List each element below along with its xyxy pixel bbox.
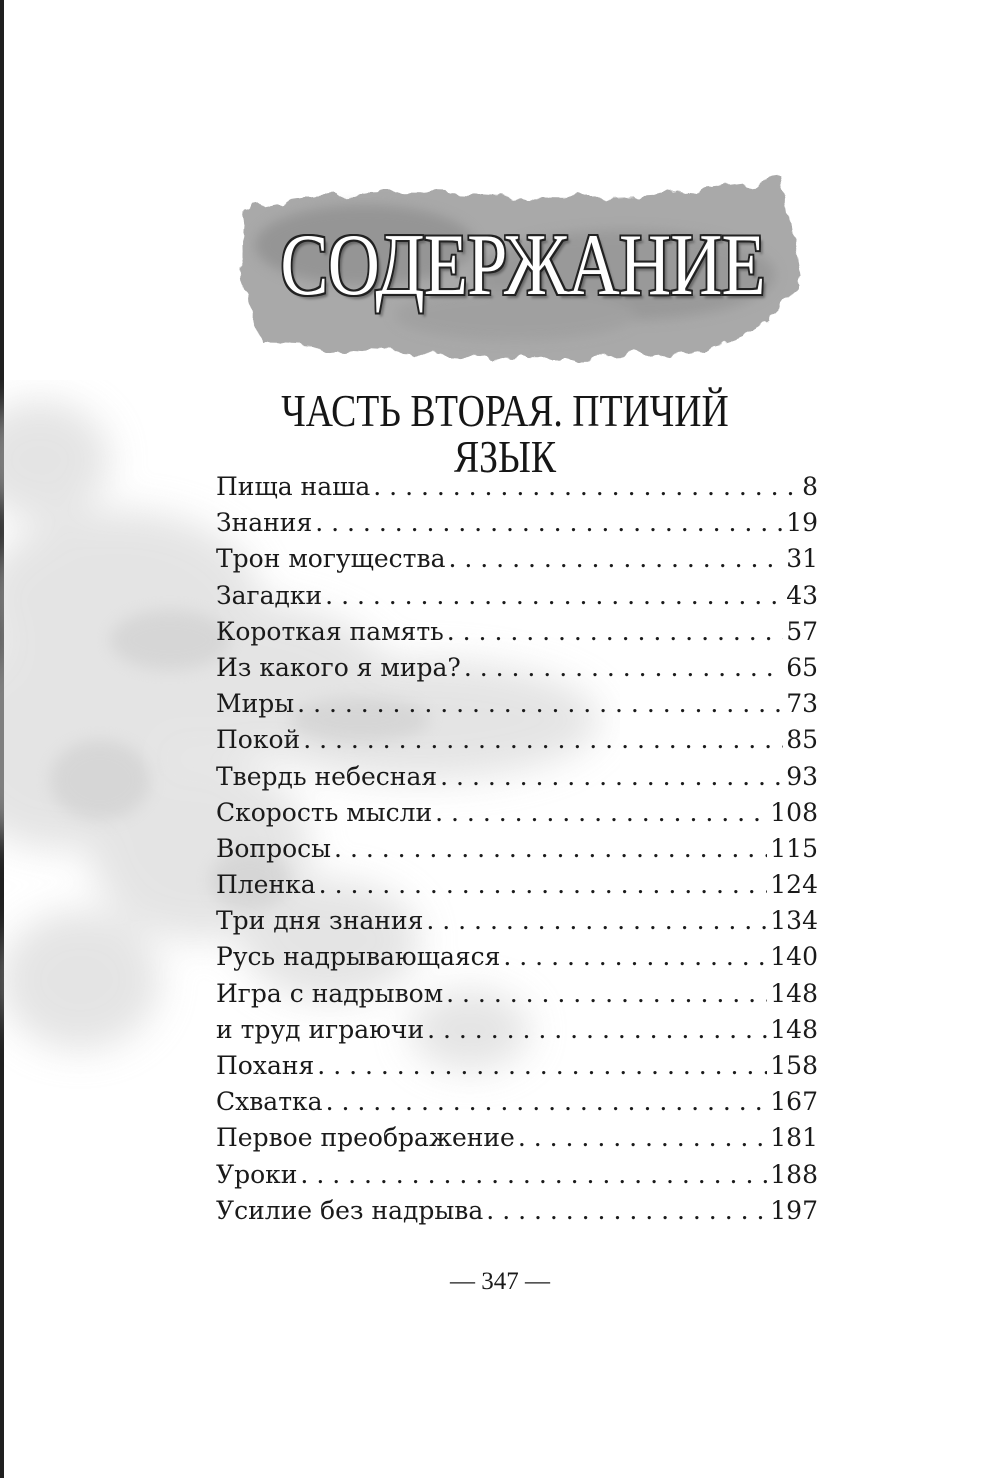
toc-entry-title: Покой: [216, 725, 301, 755]
toc-leader-dots: [486, 1196, 767, 1225]
toc-entry[interactable]: [216, 762, 818, 798]
toc-entry-title: Скорость мысли: [216, 797, 433, 827]
toc-entry-page: 148: [770, 1014, 818, 1044]
toc-entry[interactable]: [216, 906, 818, 942]
toc-leader-dots: [446, 979, 767, 1008]
toc-leader-dots: [334, 834, 767, 863]
toc-entry-page: 8: [802, 472, 818, 501]
toc-entry[interactable]: [216, 870, 818, 906]
toc-entry-page: 188: [770, 1159, 818, 1189]
toc-entry-title: Уроки: [216, 1159, 298, 1189]
toc-entry-page: 158: [770, 1051, 818, 1080]
toc-leader-dots: [315, 508, 783, 537]
toc-entry-title: Три дня знания: [216, 906, 424, 936]
toc-entry[interactable]: [216, 544, 818, 580]
toc-entry-page: 124: [770, 870, 818, 900]
toc-entry-title: Пища наша: [216, 472, 371, 501]
toc-entry[interactable]: [216, 834, 818, 870]
toc-entry[interactable]: [216, 1160, 818, 1196]
toc-entry-page: 181: [770, 1123, 818, 1153]
toc-entry[interactable]: [216, 653, 818, 689]
toc-leader-dots: [440, 762, 783, 791]
toc-entry-title: Загадки: [216, 580, 323, 610]
toc-entry-title: Трон могущества: [216, 544, 446, 574]
toc-entry[interactable]: [216, 1123, 818, 1159]
section-subtitle: ЧАСТЬ ВТОРАЯ. ПТИЧИЙ ЯЗЫК: [281, 385, 729, 482]
toc-leader-dots: [319, 870, 768, 899]
toc-entry-page: 167: [770, 1087, 818, 1117]
toc-entry-title: Из какого я мира?: [216, 652, 461, 682]
toc-entry-title: Игра с надрывом: [216, 978, 444, 1008]
toc-entry-page: 197: [770, 1195, 818, 1225]
toc-entry-page: 140: [770, 942, 818, 972]
toc-entry[interactable]: [216, 942, 818, 978]
toc-leader-dots: [449, 544, 784, 573]
toc-leader-dots: [300, 1160, 767, 1189]
toc-entry-page: 134: [770, 906, 818, 936]
toc-entry-title: Короткая память: [216, 616, 444, 646]
toc-entry-page: 57: [786, 616, 818, 646]
toc-entry-page: 85: [786, 725, 818, 755]
toc-entry[interactable]: [216, 508, 818, 544]
toc-entry[interactable]: [216, 1051, 818, 1087]
toc-entry-title: Твердь небесная: [216, 761, 438, 791]
toc-leader-dots: [518, 1123, 767, 1152]
toc-leader-dots: [464, 653, 783, 682]
toc-entry-title: Поханя: [216, 1051, 315, 1080]
toc-entry[interactable]: [216, 472, 818, 508]
toc-leader-dots: [426, 906, 767, 935]
toc-entry-page: 43: [786, 580, 818, 610]
toc-entry[interactable]: [216, 1196, 818, 1232]
toc-entry-page: 73: [786, 689, 818, 719]
toc-leader-dots: [317, 1051, 767, 1080]
toc-entry-page: 115: [770, 833, 818, 863]
toc-entry-title: Знания: [216, 508, 313, 538]
table-of-contents: [216, 472, 818, 1232]
toc-entry-page: 19: [786, 508, 818, 538]
toc-leader-dots: [447, 617, 783, 646]
toc-leader-dots: [427, 1015, 767, 1044]
toc-entry[interactable]: [216, 617, 818, 653]
toc-leader-dots: [303, 725, 783, 754]
toc-entry[interactable]: [216, 725, 818, 761]
toc-entry[interactable]: [216, 689, 818, 725]
page-number: — 347 —: [450, 1268, 550, 1295]
toc-leader-dots: [297, 689, 783, 718]
toc-entry-title: Схватка: [216, 1087, 323, 1117]
toc-entry[interactable]: [216, 979, 818, 1015]
toc-entry-page: 148: [770, 978, 818, 1008]
toc-entry[interactable]: [216, 581, 818, 617]
toc-entry-page: 93: [786, 761, 818, 791]
page-title: СОДЕРЖАНИЕ: [280, 217, 765, 314]
toc-entry[interactable]: [216, 1015, 818, 1051]
toc-leader-dots: [435, 798, 767, 827]
toc-entry[interactable]: [216, 798, 818, 834]
toc-entry-title: Усилие без надрыва: [216, 1195, 484, 1225]
toc-entry-title: и труд играючи: [216, 1014, 425, 1044]
toc-entry-page: 31: [786, 544, 818, 574]
toc-entry-title: Миры: [216, 689, 295, 719]
toc-entry-page: 108: [770, 797, 818, 827]
toc-entry-title: Вопросы: [216, 833, 332, 863]
toc-leader-dots: [503, 942, 767, 971]
toc-leader-dots: [325, 581, 783, 610]
toc-entry[interactable]: [216, 1087, 818, 1123]
toc-entry-page: 65: [786, 652, 818, 682]
toc-leader-dots: [326, 1087, 768, 1116]
toc-entry-title: Первое преображение: [216, 1123, 515, 1153]
toc-entry-title: Русь надрывающаяся: [216, 942, 501, 972]
toc-entry-title: Пленка: [216, 870, 316, 900]
toc-leader-dots: [373, 472, 799, 501]
